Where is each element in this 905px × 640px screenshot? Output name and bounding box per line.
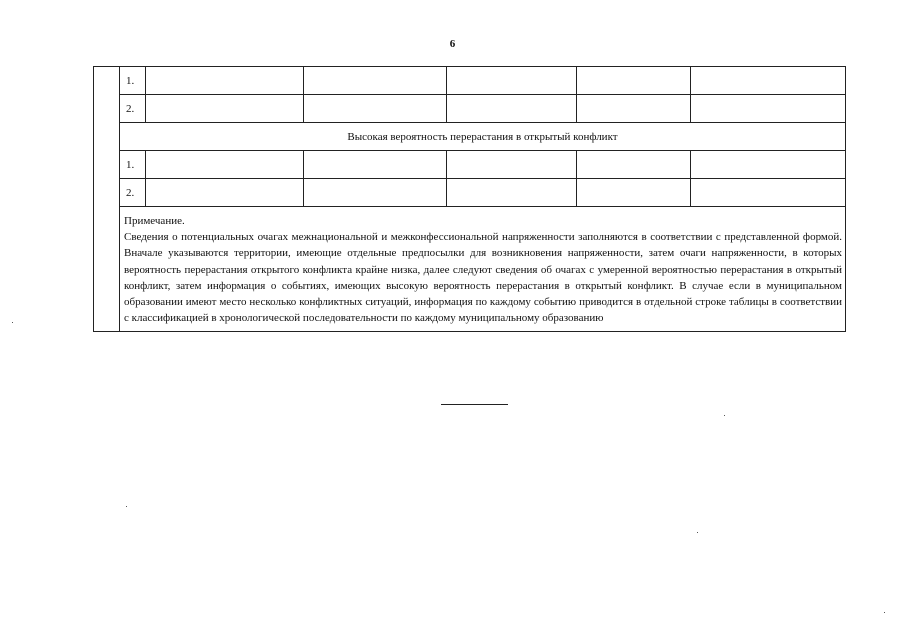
- table-row: [94, 151, 846, 179]
- table-cell: [691, 95, 846, 123]
- table-row: [94, 179, 846, 207]
- row-number: 1.: [120, 67, 146, 95]
- table-cell: [146, 179, 304, 207]
- table-cell: [447, 67, 577, 95]
- table-cell: [447, 95, 577, 123]
- table-cell: [577, 179, 691, 207]
- table-cell: [304, 179, 447, 207]
- row-number: 1.: [120, 151, 146, 179]
- table-cell: [577, 95, 691, 123]
- table-cell: [691, 151, 846, 179]
- table-cell: [447, 179, 577, 207]
- table-cell: [146, 95, 304, 123]
- table-cell: [577, 151, 691, 179]
- note-cell: [120, 207, 846, 332]
- separator-line: [441, 404, 508, 405]
- table-cell: [304, 67, 447, 95]
- conflict-table: [93, 66, 846, 332]
- row-number: 2.: [120, 95, 146, 123]
- scan-speck: [12, 322, 13, 323]
- table-cell: [304, 95, 447, 123]
- scan-speck: [724, 415, 725, 416]
- table-cell: [146, 151, 304, 179]
- table-cell: [691, 67, 846, 95]
- section-row: [94, 123, 846, 151]
- table-cell: [146, 67, 304, 95]
- page-number: 6: [449, 38, 456, 50]
- table-cell: [577, 67, 691, 95]
- scan-speck: [884, 612, 885, 613]
- table-cell: [304, 151, 447, 179]
- scan-speck: [126, 506, 127, 507]
- table-row: [94, 95, 846, 123]
- scan-speck: [697, 532, 698, 533]
- note-text: Сведения о потенциальных очагах межнациональной и межконфессиональной напряженности заполняются в соответствии с представленной формой. Вначале указываются территории, имеющие отдельные предпосылки для возникновения напряженности, затем очаги напряженности, в которых вероятность перерастания открытого конфликта крайне низка, далее следуют сведения об очагах с умеренной вероятностью перерастания в открытый конфликт, затем информация о событиях, имеющих высокую вероятность перерастания в открытый конфликт. В случае если в муниципальном образовании имеют место несколько конфликтных ситуаций, информация по каждому событию приводится в отдельной строке таблицы в соответствии с классификацией в хронологической последовательности по каждому муниципальному образованию: [124, 231, 842, 325]
- note-row: [94, 207, 846, 332]
- table-cell: [447, 151, 577, 179]
- note-title: Примечание.: [124, 215, 185, 227]
- left-margin-cell: [94, 67, 120, 332]
- table-cell: [691, 179, 846, 207]
- row-number: 2.: [120, 179, 146, 207]
- section-title: Высокая вероятность перерастания в открытый конфликт: [120, 123, 846, 151]
- table-row: [94, 67, 846, 95]
